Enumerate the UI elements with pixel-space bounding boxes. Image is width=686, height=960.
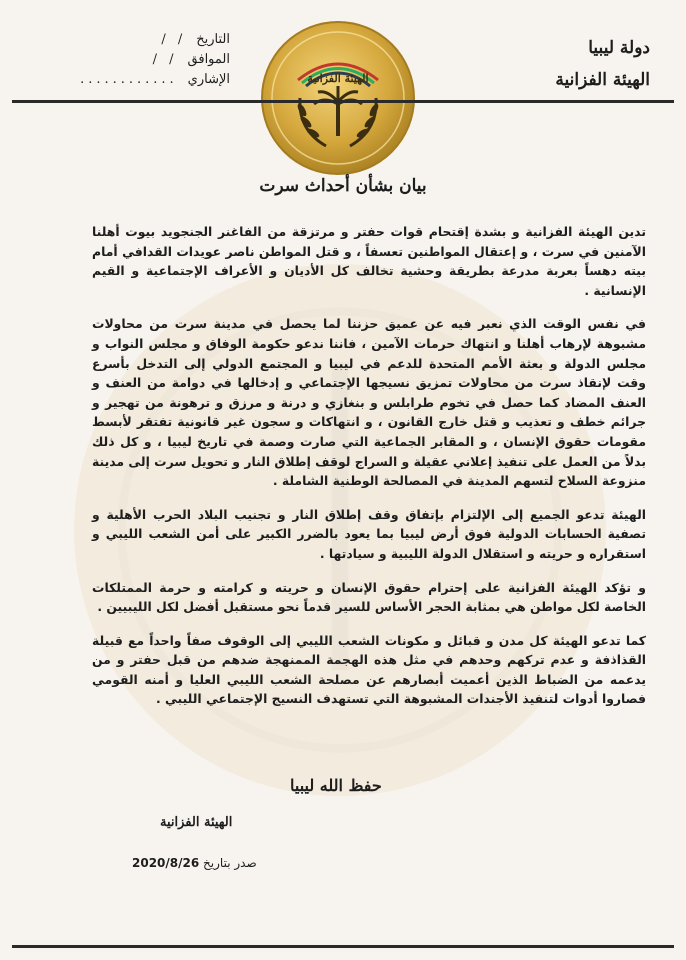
document-title: بيان بشأن أحداث سرت <box>259 176 427 196</box>
fezzan-authority-logo <box>258 18 418 178</box>
closing-line: حفظ الله ليبيا <box>290 776 382 795</box>
corresponding-label: الموافق <box>187 52 230 67</box>
reference-row <box>30 70 230 90</box>
date-label: التاريخ <box>196 32 230 47</box>
footer-divider <box>12 945 674 948</box>
corresponding-row <box>30 50 230 70</box>
signature: الهيئة الفزانية <box>160 815 233 830</box>
issue-date-value: 2020/8/26 <box>132 856 200 870</box>
authority-name: الهيئة الفزانية <box>555 70 650 90</box>
reference-label: الإشاري <box>187 72 230 87</box>
letterhead-right <box>555 32 650 96</box>
paragraph-2: في نفس الوقت الذي نعبر فيه عن عميق حزننا لما يحصل في مدينة سرت من محاولات مشبوهة لإرهاب أهلنا و انتهاك حرمات الآمين ، فاننا ندعو حكومة الوفاق و مجلس النواب و مجلس الدولة و بعثة الأمم المتحدة للدعم في ليبيا و المجتمع الدولي إلى التدخل بأسرع وقت لإنقاذ سرت من محاولات تمزيق نسيجها الإجتماعي و إدخالها في دوامة من العنف و العنف المضاد كما حصل في تخوم طرابلس و بنغازي و درنة و مرزق و ترهونة من تهجير و جرائم خطف و تعذيب و قتل خارج القانون ، و انتهاكات و سجون غير قانونية تفتقر لأبسط مقومات حقوق الإنسان ، و المقابر الجماعية التي صارت وصمة في تاريخ ليبيا ، و كل ذلك بدلاً من العمل على تنفيذ إعلاني عقيلة و السراج لوقف إطلاق النار و تحويل سرت إلى مدينة منزوعة السلاح لتسهم المدينة في المصالحة الوطنية الشاملة . <box>92 316 646 489</box>
paragraph-3: الهيئة تدعو الجميع إلى الإلتزام بإتفاق وقف إطلاق النار و تجنيب البلاد الحرب الأهلية و تصفية الحسابات الدولية فوق أرض ليبيا بما يعود بالضرر الكبير على أمن الشعب الليبي و استقراره و حريته و استقلال الدولة الليبية و سيادتها . <box>92 506 646 561</box>
date-value: / / <box>161 32 187 47</box>
date-row <box>30 30 230 50</box>
paragraph-1: تدين الهيئة الفزانية و بشدة إقتحام قوات حفتر و مرتزقة من الفاغنر الجنجويد بيوت أهلنا الآمنين في سرت ، و إعتقال المواطنين تعسفاً ، و قتل المواطن ناصر عويدات القدافي أمام بيته دهساً بعربة مدرعة بطريقة وحشية تخالف كل الأديان و الأعراف الإجتماعية و القيم الإنسانية . <box>92 224 646 298</box>
paragraph-5: كما تدعو الهيئة كل مدن و قبائل و مكونات الشعب الليبي إلى الوقوف صفاً واحداً مع قبيلة القذاذفة و عدم تركهم وحدهم في مثل هذه الهجمة الممنهجة ضدهم من قبل حفتر و من يدعمه من الضباط الذين أعميت أبصارهم عن مصلحة الشعب الليبي العليا و أمنه القومي فصاروا أدوات لتنفيذ الأجندات المشبوهة التي تستهدف النسيج الإجتماعي الليبي . <box>92 632 646 707</box>
issue-date <box>132 856 257 870</box>
country-name: دولة ليبيا <box>588 38 650 58</box>
letterhead-left <box>30 30 230 90</box>
corresponding-value: / / <box>152 52 178 67</box>
reference-value: ............ <box>80 72 178 87</box>
header-divider <box>12 100 674 103</box>
logo-text: الهيئة الفزانية <box>307 72 369 85</box>
issue-date-label: صدر بتاريخ <box>203 856 257 870</box>
statement-body <box>92 222 646 723</box>
paragraph-4: و تؤكد الهيئة الفزانية على إحترام حقوق الإنسان و حريته و كرامته و حرمة الممتلكات الخاصة لكل مواطن هي بمثابة الحجر الأساس للسير قدماً نحو مستقبل أفضل لكل الليبيين . <box>92 579 646 615</box>
